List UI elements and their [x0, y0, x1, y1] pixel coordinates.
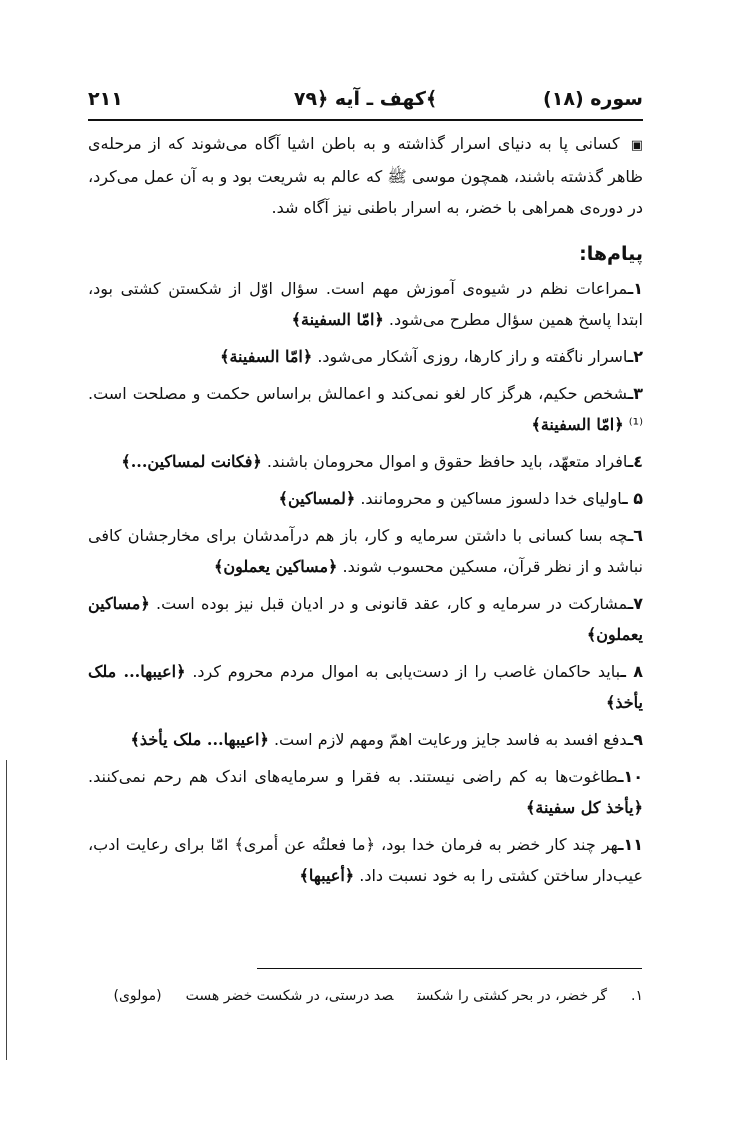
scan-margin-line	[6, 760, 7, 1060]
message-quote: ﴿امّا السفینة﴾	[291, 310, 384, 329]
message-quote: ﴿أعیبها﴾	[299, 866, 355, 885]
footnote-verse-part2: صد درستی، در شکست خضر هست	[185, 988, 394, 1004]
message-quote: ﴿مساکین یعملون﴾	[214, 557, 338, 576]
message-text: طاغوت‌ها به کم راضی نیستند. به فقرا و سرمایه‌های اندک هم رحم نمی‌کنند.	[88, 767, 618, 786]
message-text: اولیای خدا دلسوز مساکین و محرومانند.	[360, 489, 623, 508]
message-number: ۱ـ	[627, 279, 643, 298]
square-bullet-icon: ▣	[630, 138, 644, 153]
surah-label: سوره (۱۸)	[543, 88, 643, 110]
page-header	[88, 88, 643, 114]
message-item	[88, 273, 643, 335]
intro-text: کسانی پا به دنیای اسرار گذاشته و به باطن اشیا آگاه می‌شوند که از مرحله‌ی ظاهر گذشته باشند، همچون موسی ﷺ که عالم به شریعت بود و به آن عمل می‌کرد، در دوره‌ی همراهی با خضر، به اسرار باطنی نیز آگاه شد.	[88, 134, 643, 217]
message-number: ۳ـ	[627, 384, 643, 403]
message-number: ۱۱ـ	[618, 835, 643, 854]
message-quote: ﴿یأخذ کل سفینة﴾	[526, 798, 643, 817]
message-number: ٦ـ	[627, 526, 643, 545]
message-quote: ﴿اعیبها... ملک یأخذ﴾	[130, 730, 269, 749]
message-item	[88, 341, 643, 372]
message-item	[88, 378, 643, 440]
message-item	[88, 588, 643, 650]
message-item	[88, 829, 643, 891]
message-text: شخص حکیم، هرگز کار لغو نمی‌کند و اعمالش براساس حکمت و مصلحت است.⁽¹⁾	[88, 384, 643, 434]
message-text: باید حاکمان غاصب را از دست‌یابی به اموال مردم محروم کرد.	[192, 662, 621, 681]
message-item	[88, 520, 643, 582]
page-body	[88, 128, 643, 897]
message-text: دفع افسد به فاسد جایز ورعایت اهمّ ومهم لازم است.	[273, 730, 628, 749]
message-text: مشارکت در سرمایه و کار، عقد قانونی و در ادیان قبل نیز بوده است.	[156, 594, 628, 613]
footnote-rule	[257, 968, 642, 969]
message-number: ۹ـ	[627, 730, 643, 749]
messages-heading: پیام‌ها:	[579, 243, 643, 265]
message-quote: ﴿لمساکین﴾	[278, 489, 356, 508]
message-quote: ﴿فکانت لمساکین...﴾	[121, 452, 262, 471]
verse-reference: کهف ـ آیه ﴿۷۹﴾	[293, 88, 438, 110]
messages-list	[88, 273, 643, 891]
message-item	[88, 483, 643, 514]
message-number: ۲ـ	[627, 347, 643, 366]
message-number: ٤ـ	[627, 452, 643, 471]
message-item	[88, 656, 643, 718]
message-quote: ﴿امّا السفینة﴾	[220, 347, 313, 366]
footnote-number: ۱.	[631, 988, 643, 1004]
message-quote: ﴿مساکین یعملون﴾	[88, 594, 643, 644]
header-rule	[88, 119, 643, 121]
footnote-author: (مولوی)	[113, 988, 162, 1004]
intro-paragraph	[88, 128, 643, 223]
message-number: ۸ ـ	[620, 662, 643, 681]
page-number: ۲۱۱	[88, 88, 123, 110]
footnote	[88, 984, 643, 1008]
message-quote: ﴿اعیبها... ملک یأخذ﴾	[88, 662, 643, 712]
message-text: هر چند کار خضر به فرمان خدا بود، ﴿ما فعلتُه عن أمری﴾ امّا برای رعایت ادب، عیب‌دار ساختن کشتی را به خود نسبت داد.	[88, 835, 643, 885]
message-quote: ﴿امّا السفینة﴾	[531, 415, 624, 434]
message-number: ۷ـ	[627, 594, 643, 613]
message-item	[88, 761, 643, 823]
message-text: مراعات نظم در شیوه‌ی آموزش مهم است. سؤال اوّل از شکستن کشتی بود، ابتدا پاسخ همین سؤال مطرح می‌شود.	[88, 279, 643, 329]
message-item	[88, 446, 643, 477]
message-number: ۵ ـ	[622, 489, 643, 508]
footnote-verse-part1: گر خضر، در بحر کشتی را شکست	[417, 988, 608, 1004]
message-text: چه بسا کسانی با داشتن سرمایه و کار، باز هم درآمدشان برای مخارجشان کافی نباشد و از نظر قرآن، مسکین محسوب شوند.	[88, 526, 643, 576]
message-item	[88, 724, 643, 755]
message-text: اسرار ناگفته و راز کارها، روزی آشکار می‌شود.	[317, 347, 628, 366]
message-number: ۱۰ـ	[618, 767, 643, 786]
message-text: افراد متعهّد، باید حافظ حقوق و اموال محرومان باشند.	[266, 452, 628, 471]
